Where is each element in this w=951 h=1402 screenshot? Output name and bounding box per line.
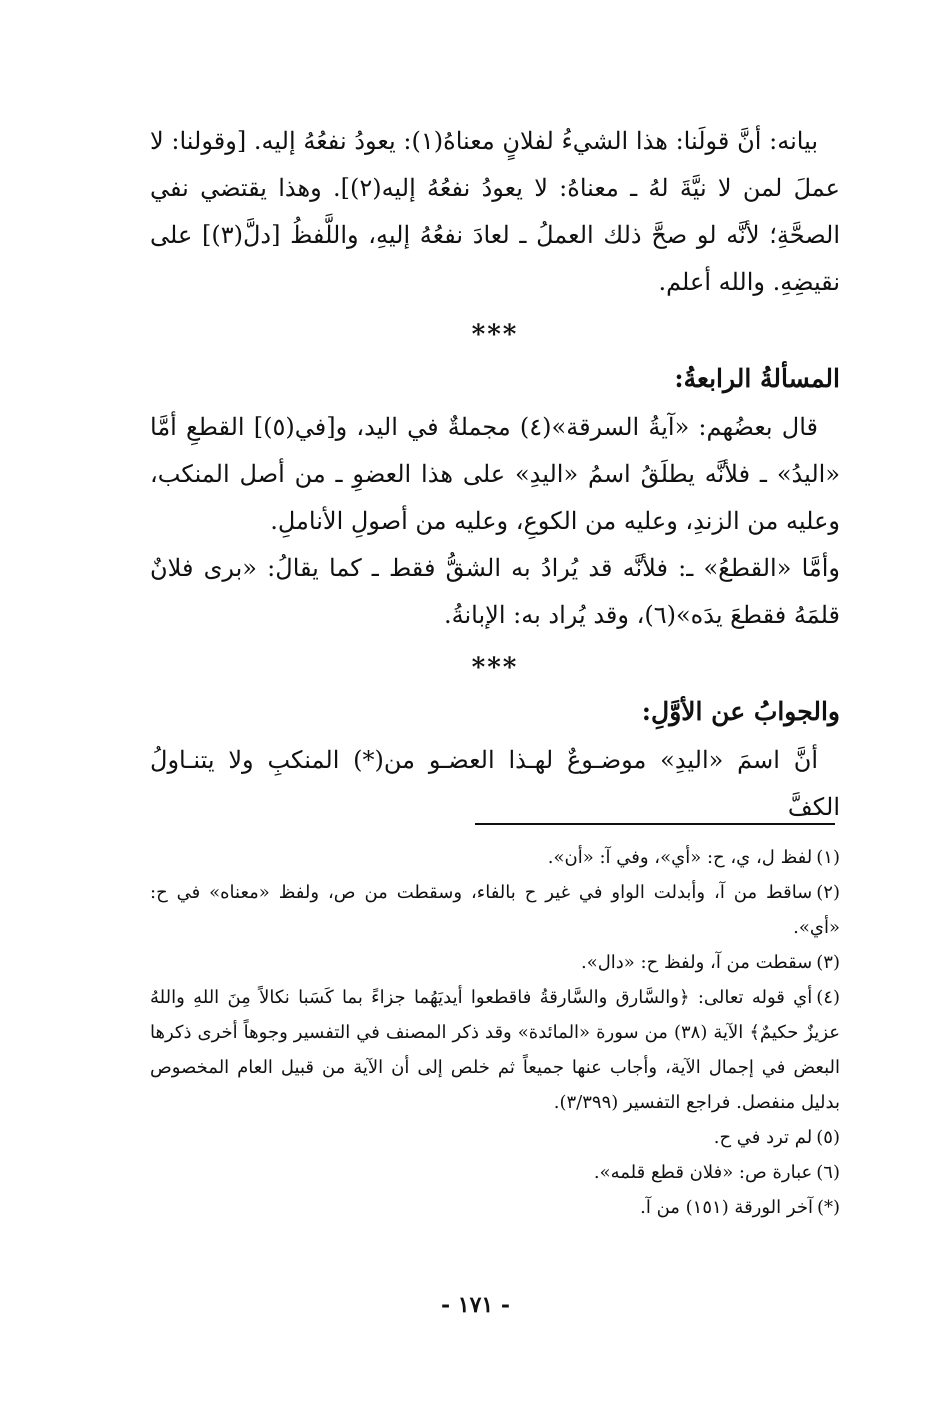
section-separator: *** [471, 320, 519, 350]
footnote: (٦)عبارة ص: «فلان قطع قلمه». [593, 1162, 840, 1183]
paragraph-2: قال بعضُهم: «آيةُ السرقة»(٤) مجملةٌ في اليد، و[في(٥)] القطعِ أمَّا «اليدُ» ـ فلأنَّه يطلَقُ اسمُ «اليدِ» على هذا العضوِ ـ من أصل المنكب، وعليه من الزندِ، وعليه من الكوعِ، وعليه من أصولِ الأناملِ. [150, 413, 840, 535]
footnotes [150, 840, 840, 1225]
main-text [150, 118, 840, 831]
footnote: (١)لفظ ل، ي، ح: «أي»، وفي آ: «أن». [547, 847, 840, 868]
footnote-divider [475, 823, 835, 825]
footnote: (٥)لم ترد في ح. [713, 1127, 840, 1148]
footnote: (٤)أي قوله تعالى: ﴿والسَّارق والسَّارقةُ فاقطعوا أيديَهُما جزاءً بما كَسَبا نكالاً مِنَ اللهِ واللهُ عزيزٌ حكيمٌ﴾ الآية (٣٨) من سورة «المائدة» وقد ذكر المصنف في التفسير وجوهاً أخرى ذكرها البعض في إجمال الآية، وأجاب عنها جميعاً ثم خلص إلى أن الآية من قبيل العام المخصوص بدليل منفصل. فراجع التفسير (٣/٣٩٩). [150, 987, 840, 1113]
paragraph-3: وأمَّا «القطعُ» ـ: فلأنَّه قد يُرادُ به الشقُّ فقط ـ كما يقالُ: «برى فلانٌ قلمَهُ فقطعَ يدَه»(٦)، وقد يُراد به: الإبانةُ. [150, 554, 840, 629]
answer-heading: والجوابُ عن الأوَّلِ: [641, 697, 840, 726]
footnote: (*)آخر الورقة (١٥١) من آ. [640, 1197, 840, 1218]
footnote: (٣)سقطت من آ، ولفظ ح: «دال». [580, 952, 840, 973]
page-number: - ١٧١ - [440, 1292, 511, 1318]
paragraph-4: أنَّ اسمَ «اليدِ» موضـوعٌ لهـذا العضـو من(*) المنكبِ ولا يتنـاولُ الكفَّ [150, 746, 840, 821]
section-separator: *** [471, 653, 519, 683]
footnote: (٢)ساقط من آ، وأبدلت الواو في غير ح بالفاء، وسقطت من ص، ولفظ «معناه» في ح: «أي». [150, 882, 840, 938]
paragraph-1: بيانه: أنَّ قولَنا: هذا الشيءُ لفلانٍ معناهُ(١): يعودُ نفعُهُ إليه. [وقولنا: لا عملَ لمن لا نيَّةَ لهُ ـ معناهُ: لا يعودُ نفعُهُ إليه(٢)]. وهذا يقتضي نفي الصحَّةِ؛ لأنَّه لو صحَّ ذلك العملُ ـ لعادَ نفعُهُ إليهِ، واللَّفظُ [دلَّ(٣)] على نقيضِهِ. والله أعلم. [150, 127, 841, 296]
section-heading-4: المسألةُ الرابعةُ: [674, 364, 840, 393]
